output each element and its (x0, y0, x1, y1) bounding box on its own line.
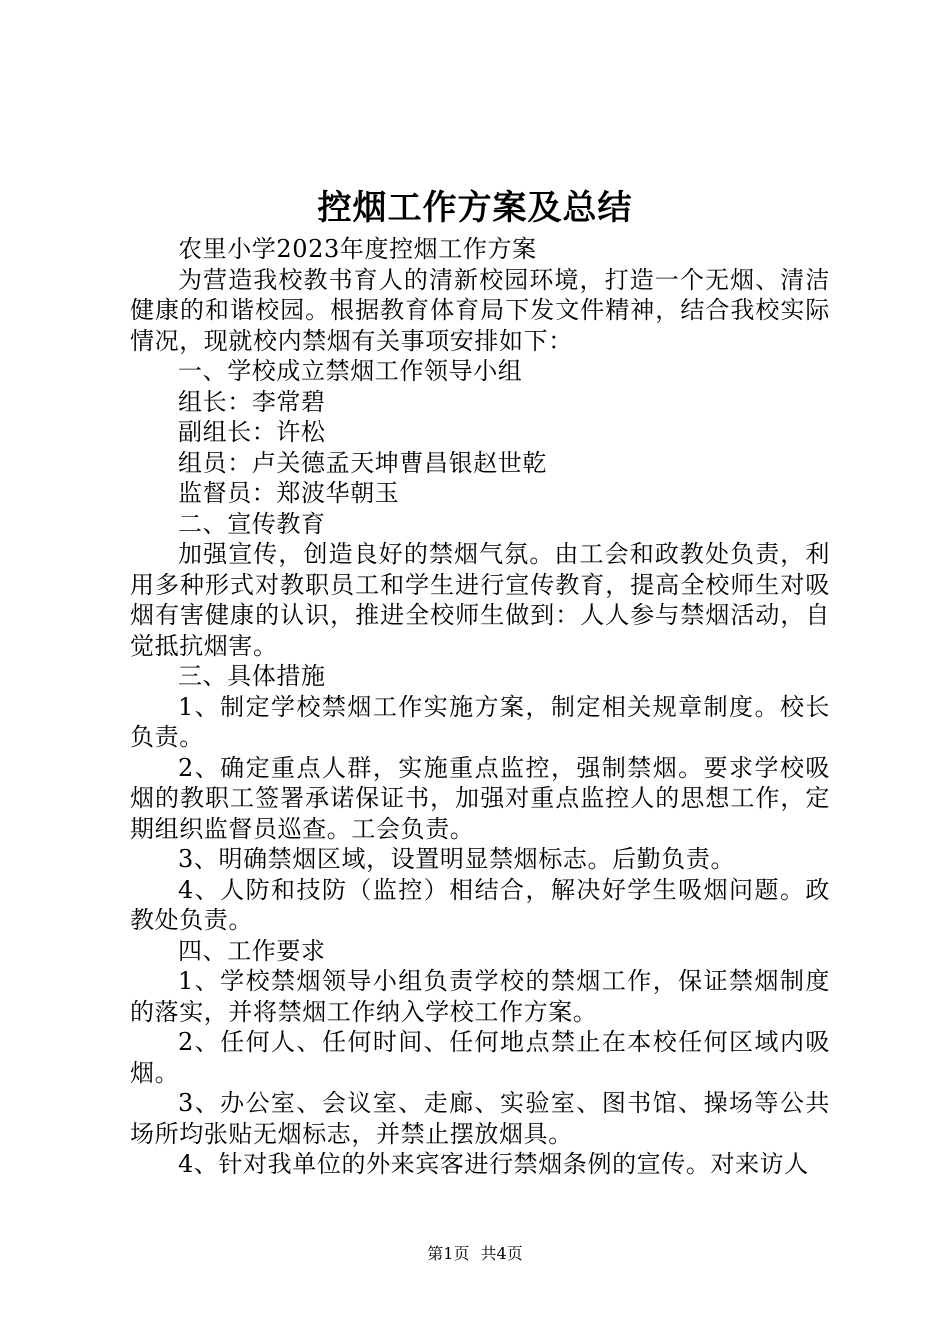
section-heading: 二、宣传教育 (178, 509, 326, 538)
paragraph: 加强宣传，创造良好的禁烟气氛。由工会和政教处负责，利用多种形式对教职员工和学生进行宣传教育，提高全校师生对吸烟有害健康的认识，推进全校师生做到：人人参与禁烟活动，自觉抵抗烟害。 (130, 540, 830, 660)
paragraph: 4、针对我单位的外来宾客进行禁烟条例的宣传。对来访人 (178, 1150, 809, 1178)
paragraph: 为营造我校教书育人的清新校园环境，打造一个无烟、清洁健康的和谐校园。根据教育体育局下发文件精神，结合我校实际情况，现就校内禁烟有关事项安排如下： (130, 265, 830, 355)
paragraph: 1、制定学校禁烟工作实施方案，制定相关规章制度。校长负责。 (130, 692, 830, 751)
section-heading: 一、学校成立禁烟工作领导小组 (178, 357, 523, 385)
page-footer (0, 1242, 950, 1266)
page-total: 共4页 (480, 1244, 523, 1263)
document-body (130, 234, 830, 1180)
section-heading: 三、具体措施 (178, 662, 326, 690)
paragraph: 农里小学2023年度控烟工作方案 (178, 235, 537, 263)
paragraph: 组员：卢关德孟天坤曹昌银赵世乾 (178, 448, 547, 477)
paragraph: 1、学校禁烟领导小组负责学校的禁烟工作，保证禁烟制度的落实，并将禁烟工作纳入学校工作方案。 (130, 967, 830, 1026)
paragraph: 组长：李常碧 (178, 387, 326, 416)
paragraph: 4、人防和技防（监控）相结合，解决好学生吸烟问题。政教处负责。 (130, 875, 830, 934)
paragraph: 3、明确禁烟区域，设置明显禁烟标志。后勤负责。 (178, 845, 736, 873)
paragraph: 监督员：郑波华朝玉 (178, 479, 400, 507)
paragraph: 3、办公室、会议室、走廊、实验室、图书馆、操场等公共场所均张贴无烟标志，并禁止摆放烟具。 (130, 1089, 830, 1148)
paragraph: 2、任何人、任何时间、任何地点禁止在本校任何区域内吸烟。 (130, 1028, 830, 1087)
paragraph: 副组长：许松 (178, 418, 326, 446)
paragraph: 2、确定重点人群，实施重点监控，强制禁烟。要求学校吸烟的教职工签署承诺保证书，加强对重点监控人的思想工作，定期组织监督员巡查。工会负责。 (130, 753, 830, 843)
page-number: 第1页 (427, 1244, 470, 1263)
document-title: 控烟工作方案及总结 (317, 188, 633, 228)
section-heading: 四、工作要求 (178, 936, 326, 965)
